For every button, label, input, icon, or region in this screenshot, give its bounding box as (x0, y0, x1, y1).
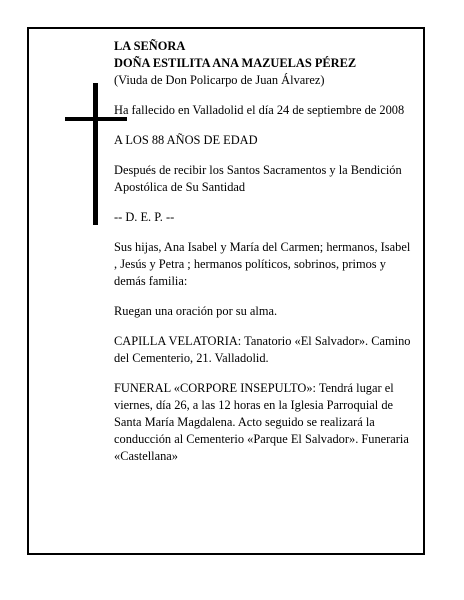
death-notice: Ha fallecido en Valladolid el día 24 de septiembre de 2008 (114, 103, 405, 117)
age-line: A LOS 88 AÑOS DE EDAD (114, 133, 258, 147)
sacraments-line: Después de recibir los Santos Sacramentos y la Bendición Apostólica de Su Santidad (114, 163, 402, 194)
title-line: LA SEÑORA (114, 39, 186, 53)
rip-line: -- D. E. P. -- (114, 210, 175, 224)
obituary-text (114, 38, 416, 478)
widow-of-line: (Viuda de Don Policarpo de Juan Álvarez) (114, 73, 325, 87)
funeral-info: FUNERAL «CORPORE INSEPULTO»: Tendrá lugar el viernes, día 26, a las 12 horas en la Iglesia Parroquial de Santa María Magdalena. Acto seguido se realizará la conducción al Cementerio «Parque El Salvador». Funeraria «Castellana» (114, 381, 409, 463)
deceased-header (114, 38, 416, 89)
prayer-request: Ruegan una oración por su alma. (114, 304, 278, 318)
family-line: Sus hijas, Ana Isabel y María del Carmen; hermanos, Isabel , Jesús y Petra ; hermanos políticos, sobrinos, primos y demás familia: (114, 240, 411, 288)
wake-chapel-info: CAPILLA VELATORIA: Tanatorio «El Salvador». Camino del Cementerio, 21. Valladolid. (114, 334, 411, 365)
cross-vertical-bar (93, 83, 98, 225)
deceased-name: DOÑA ESTILITA ANA MAZUELAS PÉREZ (114, 56, 357, 70)
